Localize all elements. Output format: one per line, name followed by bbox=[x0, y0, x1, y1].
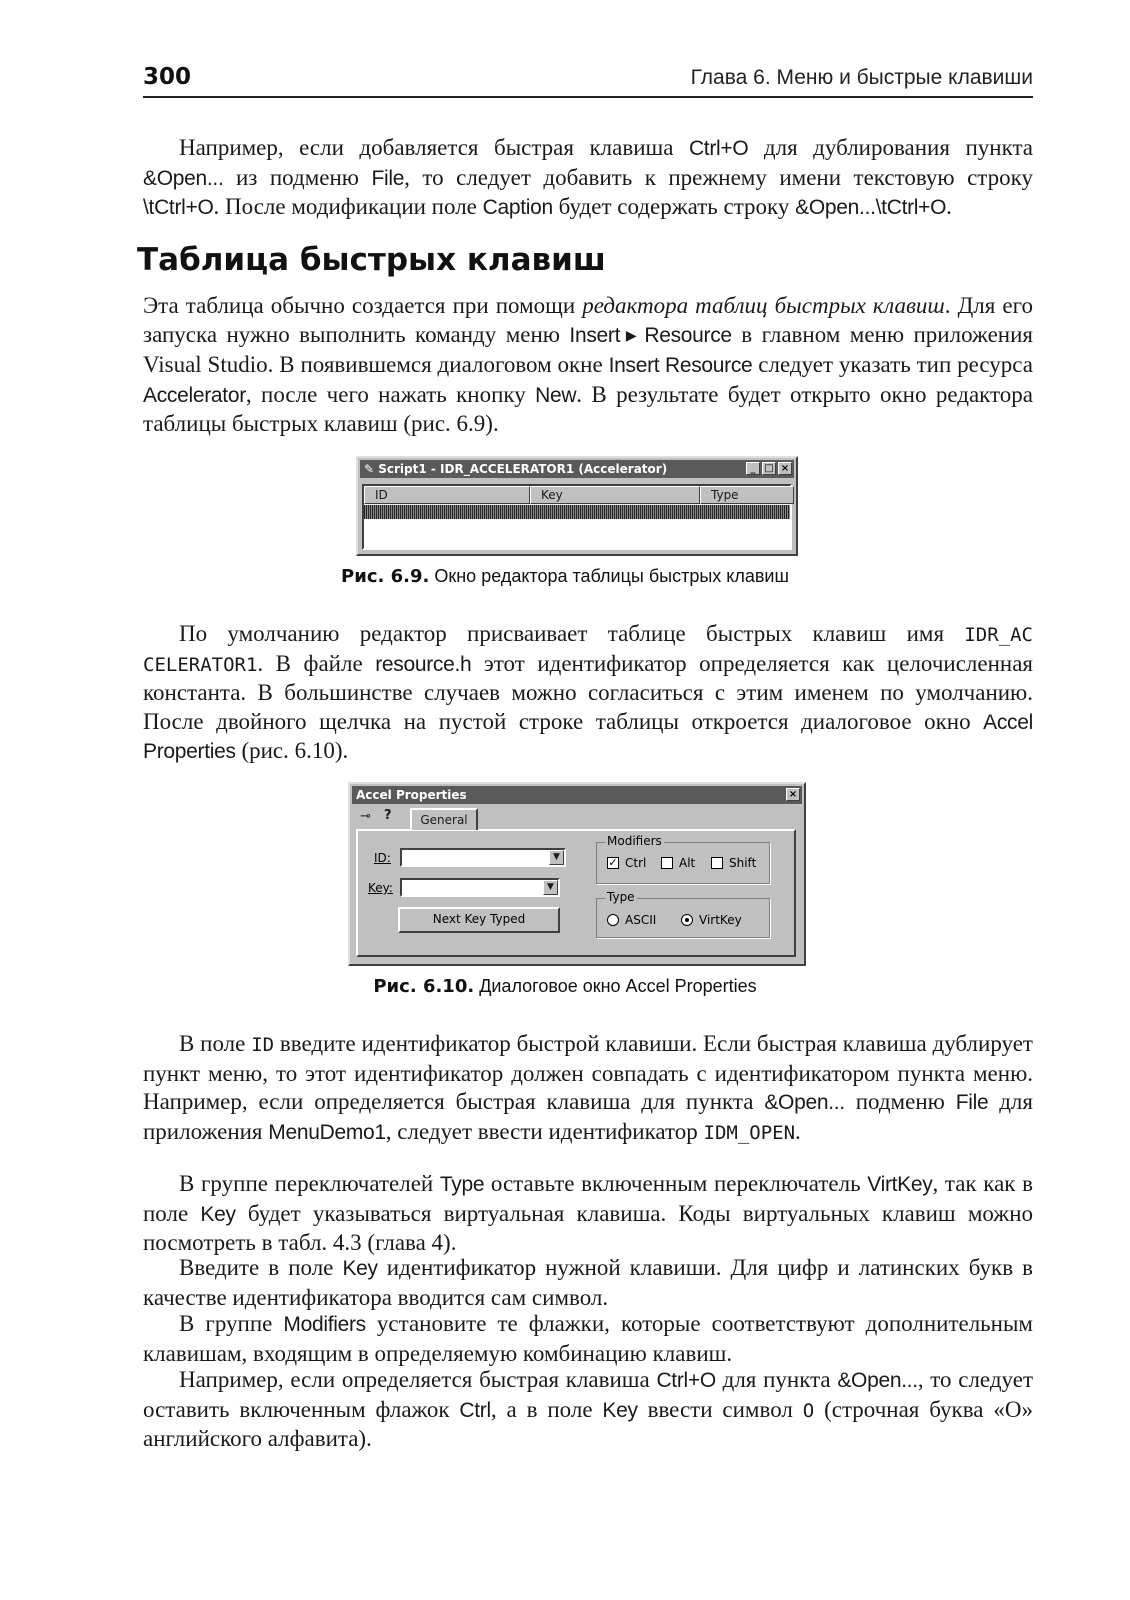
close-icon[interactable]: × bbox=[786, 788, 800, 801]
menu-arrow-icon: ▶ bbox=[622, 328, 641, 344]
ctrl-label: Ctrl bbox=[625, 856, 647, 870]
page-number: 300 bbox=[143, 64, 192, 90]
column-header-key[interactable]: Key bbox=[530, 486, 700, 504]
next-key-typed-button[interactable]: Next Key Typed bbox=[398, 907, 560, 933]
chevron-down-icon[interactable]: ▼ bbox=[549, 850, 564, 865]
running-head bbox=[143, 62, 1033, 98]
figure-6-10-caption: Рис. 6.10. Диалоговое окно Accel Properties bbox=[373, 976, 757, 997]
accel-properties-dialog bbox=[348, 782, 806, 966]
paragraph-6: Введите в поле Key идентификатор нужной клавиши. Для цифр и латинских букв в качестве идентификатора вводится сам символ. bbox=[143, 1255, 1033, 1310]
maximize-icon[interactable]: □ bbox=[762, 462, 776, 475]
type-group: Type ASCII VirtKey bbox=[596, 898, 770, 938]
ascii-radio[interactable] bbox=[607, 914, 619, 926]
empty-table-row[interactable] bbox=[364, 505, 790, 519]
tab-panel bbox=[356, 829, 796, 957]
section-title: Таблица быстрых клавиш bbox=[137, 242, 606, 278]
shift-checkbox[interactable] bbox=[711, 857, 723, 869]
modifiers-group: Modifiers ✓ Ctrl Alt Shift bbox=[596, 842, 770, 884]
alt-label: Alt bbox=[679, 856, 696, 870]
chapter-title: Глава 6. Меню и быстрые клавиши bbox=[690, 66, 1033, 89]
accelerator-editor-titlebar: ✎ Script1 - IDR_ACCELERATOR1 (Accelerator) _ □ × bbox=[360, 460, 794, 478]
virtkey-label: VirtKey bbox=[699, 913, 742, 927]
shift-label: Shift bbox=[729, 856, 757, 870]
accelerator-table[interactable] bbox=[362, 484, 792, 550]
chevron-down-icon[interactable]: ▼ bbox=[543, 880, 558, 895]
paragraph-7: В группе Modifiers установите те флажки, которые соответствуют дополнительным клавишам, входящим в определяемую комбинацию клавиш. bbox=[143, 1311, 1033, 1366]
accel-properties-titlebar: Accel Properties × bbox=[352, 786, 802, 804]
figure-6-9-caption: Рис. 6.9. Окно редактора таблицы быстрых клавиш bbox=[341, 566, 789, 587]
ctrl-checkbox[interactable]: ✓ bbox=[608, 856, 618, 869]
id-combo[interactable] bbox=[400, 848, 566, 867]
paragraph-3: По умолчанию редактор присваивает таблице быстрых клавиш имя IDR_AC CELERATOR1. В файле resource.h этот идентификатор определяется как целочисленная константа. В большинстве случаев можно согласиться с этим именем по умолчанию. После двойного щелчка на пустой строке таблицы откроется диалоговое окно Accel Properties (рис. 6.10). bbox=[143, 621, 1033, 763]
key-label: Key: bbox=[368, 881, 393, 895]
column-header-type[interactable]: Type bbox=[700, 486, 794, 504]
ascii-label: ASCII bbox=[625, 913, 657, 927]
key-combo[interactable] bbox=[400, 878, 560, 897]
tab-general[interactable]: General bbox=[410, 808, 478, 830]
column-header-id[interactable]: ID bbox=[364, 486, 530, 504]
paragraph-8: Например, если определяется быстрая клавиша Ctrl+O для пункта &Open..., то следует оставить включенным флажок Ctrl, а в поле Key ввести символ O (строчная буква «O» английского алфавита). bbox=[143, 1367, 1034, 1451]
accelerator-editor-window bbox=[356, 456, 798, 556]
paragraph-4: В поле ID введите идентификатор быстрой клавиши. Если быстрая клавиша дублирует пункт меню, то этот идентификатор должен совпадать с идентификатором пункта меню. Например, если определяется быстрая клавиша для пункта &Open... подменю File для приложения MenuDemo1, следует ввести идентификатор IDM_OPEN. bbox=[143, 1031, 1033, 1144]
paragraph-2: Эта таблица обычно создается при помощи редактора таблиц быстрых клавиш. Для его запуска нужно выполнить команду меню Insert ▶ Resource в главном меню приложения Visual Studio. В появившемся диалоговом окне Insert Resource следует указать тип ресурса Accelerator, после чего нажать кнопку New. В результате будет открыто окно редактора таблицы быстрых клавиш (рис. 6.9). bbox=[143, 293, 1034, 436]
help-icon[interactable]: ? bbox=[384, 808, 392, 823]
paragraph-1: Например, если добавляется быстрая клавиша Ctrl+O для дублирования пункта &Open... из подменю File, то следует добавить к прежнему имени текстовую строку \tCtrl+O. После модификации поле Caption будет содержать строку &Open...\tCtrl+O. bbox=[143, 135, 1033, 219]
virtkey-radio[interactable] bbox=[681, 914, 693, 926]
pin-icon[interactable]: ⊸ bbox=[360, 809, 371, 824]
id-label: ID: bbox=[374, 851, 391, 865]
app-icon: ✎ bbox=[364, 462, 379, 476]
minimize-icon[interactable]: _ bbox=[746, 462, 760, 475]
alt-checkbox[interactable] bbox=[661, 857, 673, 869]
paragraph-5: В группе переключателей Type оставьте включенным переключатель VirtKey, так как в поле Key будет указываться виртуальная клавиша. Коды виртуальных клавиш можно посмотреть в табл. 4.3 (глава 4). bbox=[143, 1171, 1033, 1255]
close-icon[interactable]: × bbox=[778, 462, 792, 475]
